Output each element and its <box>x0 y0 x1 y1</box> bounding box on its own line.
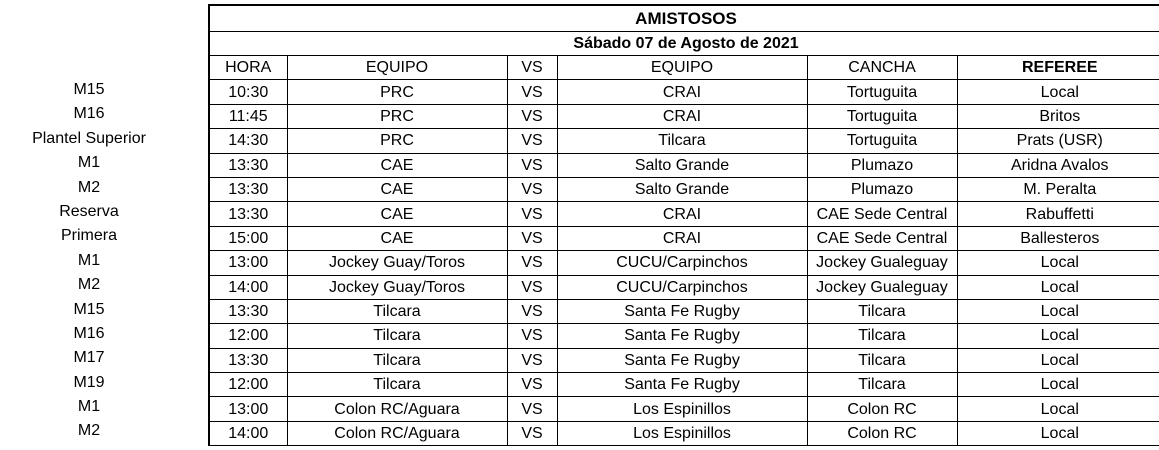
cell-referee: Local <box>957 324 1159 348</box>
cell-equipo-local: CAE <box>287 177 507 201</box>
cell-hora: 14:00 <box>209 275 287 299</box>
cell-equipo-visitante: CRAI <box>557 80 807 104</box>
table-row <box>209 348 1159 372</box>
table-row <box>209 80 1159 104</box>
table-row <box>209 397 1159 421</box>
category-label: M16 <box>73 105 105 123</box>
cell-equipo-local: PRC <box>287 129 507 153</box>
cell-cancha: Tortuguita <box>807 129 957 153</box>
cell-referee: Aridna Avalos <box>957 153 1159 177</box>
cell-hora: 13:00 <box>209 397 287 421</box>
cell-vs: VS <box>507 299 557 323</box>
cell-equipo-visitante: CRAI <box>557 104 807 128</box>
cell-cancha: Tortuguita <box>807 80 957 104</box>
cell-equipo-visitante: Santa Fe Rugby <box>557 348 807 372</box>
cell-cancha: Plumazo <box>807 177 957 201</box>
cell-cancha: Tilcara <box>807 299 957 323</box>
category-label: Plantel Superior <box>32 129 146 147</box>
cell-hora: 13:30 <box>209 348 287 372</box>
header-equipo-2: EQUIPO <box>557 56 807 80</box>
cell-equipo-local: CAE <box>287 202 507 226</box>
cell-referee: Local <box>957 397 1159 421</box>
cell-cancha: Colon RC <box>807 397 957 421</box>
cell-hora: 13:30 <box>209 177 287 201</box>
cell-hora: 15:00 <box>209 226 287 250</box>
cell-cancha: Tortuguita <box>807 104 957 128</box>
cell-cancha: Tilcara <box>807 348 957 372</box>
table-title-row <box>209 5 1159 32</box>
category-label: M19 <box>73 373 105 391</box>
cell-hora: 13:30 <box>209 153 287 177</box>
category-label: M2 <box>77 276 101 294</box>
cell-vs: VS <box>507 421 557 445</box>
category-label: Primera <box>60 227 117 245</box>
table-row <box>209 153 1159 177</box>
schedule-table <box>208 4 1159 446</box>
cell-hora: 13:00 <box>209 251 287 275</box>
cell-vs: VS <box>507 324 557 348</box>
table-title: AMISTOSOS <box>209 5 1159 32</box>
cell-cancha: Tilcara <box>807 373 957 397</box>
table-date: Sábado 07 de Agosto de 2021 <box>209 32 1159 56</box>
table-row <box>209 275 1159 299</box>
table-row <box>209 299 1159 323</box>
cell-equipo-visitante: Los Espinillos <box>557 397 807 421</box>
category-label: M1 <box>77 154 101 172</box>
cell-equipo-local: Colon RC/Aguara <box>287 421 507 445</box>
cell-referee: Local <box>957 80 1159 104</box>
category-column <box>0 78 178 444</box>
cell-equipo-local: PRC <box>287 80 507 104</box>
cell-equipo-local: CAE <box>287 153 507 177</box>
cell-cancha: Colon RC <box>807 421 957 445</box>
cell-equipo-visitante: CRAI <box>557 226 807 250</box>
cell-vs: VS <box>507 348 557 372</box>
category-label: M1 <box>77 398 101 416</box>
cell-equipo-visitante: Santa Fe Rugby <box>557 324 807 348</box>
cell-cancha: Plumazo <box>807 153 957 177</box>
cell-referee: Prats (USR) <box>957 129 1159 153</box>
cell-vs: VS <box>507 80 557 104</box>
cell-vs: VS <box>507 373 557 397</box>
cell-vs: VS <box>507 397 557 421</box>
cell-cancha: Tilcara <box>807 324 957 348</box>
header-referee: REFEREE <box>957 56 1159 80</box>
cell-equipo-visitante: Santa Fe Rugby <box>557 299 807 323</box>
cell-vs: VS <box>507 202 557 226</box>
cell-hora: 12:00 <box>209 324 287 348</box>
cell-cancha: CAE Sede Central <box>807 226 957 250</box>
cell-equipo-local: Jockey Guay/Toros <box>287 275 507 299</box>
category-label: M2 <box>77 178 101 196</box>
cell-equipo-local: Tilcara <box>287 348 507 372</box>
cell-vs: VS <box>507 104 557 128</box>
table-row <box>209 177 1159 201</box>
cell-hora: 13:30 <box>209 202 287 226</box>
cell-equipo-visitante: CUCU/Carpinchos <box>557 275 807 299</box>
cell-hora: 13:30 <box>209 299 287 323</box>
cell-vs: VS <box>507 251 557 275</box>
table-row <box>209 324 1159 348</box>
cell-equipo-visitante: Los Espinillos <box>557 421 807 445</box>
cell-referee: Local <box>957 373 1159 397</box>
cell-equipo-local: Jockey Guay/Toros <box>287 251 507 275</box>
cell-equipo-visitante: CUCU/Carpinchos <box>557 251 807 275</box>
cell-vs: VS <box>507 153 557 177</box>
cell-referee: M. Peralta <box>957 177 1159 201</box>
table-row <box>209 129 1159 153</box>
cell-equipo-local: Tilcara <box>287 299 507 323</box>
cell-vs: VS <box>507 177 557 201</box>
cell-referee: Local <box>957 421 1159 445</box>
category-label: Reserva <box>59 202 119 220</box>
table-row <box>209 202 1159 226</box>
header-hora: HORA <box>209 56 287 80</box>
cell-referee: Local <box>957 299 1159 323</box>
table-row <box>209 104 1159 128</box>
cell-equipo-visitante: Santa Fe Rugby <box>557 373 807 397</box>
header-vs: VS <box>507 56 557 80</box>
cell-vs: VS <box>507 275 557 299</box>
cell-referee: Local <box>957 275 1159 299</box>
cell-equipo-local: Tilcara <box>287 324 507 348</box>
header-row <box>209 56 1159 80</box>
cell-vs: VS <box>507 129 557 153</box>
cell-cancha: Jockey Gualeguay <box>807 275 957 299</box>
table-row <box>209 251 1159 275</box>
cell-equipo-local: PRC <box>287 104 507 128</box>
header-cancha: CANCHA <box>807 56 957 80</box>
cell-referee: Rabuffetti <box>957 202 1159 226</box>
category-label: M16 <box>73 324 105 342</box>
cell-referee: Local <box>957 348 1159 372</box>
cell-referee: Britos <box>957 104 1159 128</box>
category-label: M17 <box>73 349 105 367</box>
category-label: M1 <box>77 251 101 269</box>
cell-equipo-local: Colon RC/Aguara <box>287 397 507 421</box>
cell-hora: 14:30 <box>209 129 287 153</box>
table-row <box>209 421 1159 445</box>
table-row <box>209 373 1159 397</box>
cell-hora: 14:00 <box>209 421 287 445</box>
cell-equipo-visitante: Salto Grande <box>557 177 807 201</box>
category-label: M2 <box>77 422 101 440</box>
category-label: M15 <box>73 81 105 98</box>
cell-equipo-local: Tilcara <box>287 373 507 397</box>
cell-equipo-local: CAE <box>287 226 507 250</box>
cell-hora: 10:30 <box>209 80 287 104</box>
cell-equipo-visitante: CRAI <box>557 202 807 226</box>
table-row <box>209 226 1159 250</box>
cell-hora: 12:00 <box>209 373 287 397</box>
cell-cancha: CAE Sede Central <box>807 202 957 226</box>
cell-referee: Ballesteros <box>957 226 1159 250</box>
cell-equipo-visitante: Tilcara <box>557 129 807 153</box>
cell-vs: VS <box>507 226 557 250</box>
cell-equipo-visitante: Salto Grande <box>557 153 807 177</box>
cell-hora: 11:45 <box>209 104 287 128</box>
header-equipo-1: EQUIPO <box>287 56 507 80</box>
cell-cancha: Jockey Gualeguay <box>807 251 957 275</box>
table-date-row <box>209 32 1159 56</box>
cell-referee: Local <box>957 251 1159 275</box>
category-label: M15 <box>73 300 105 318</box>
